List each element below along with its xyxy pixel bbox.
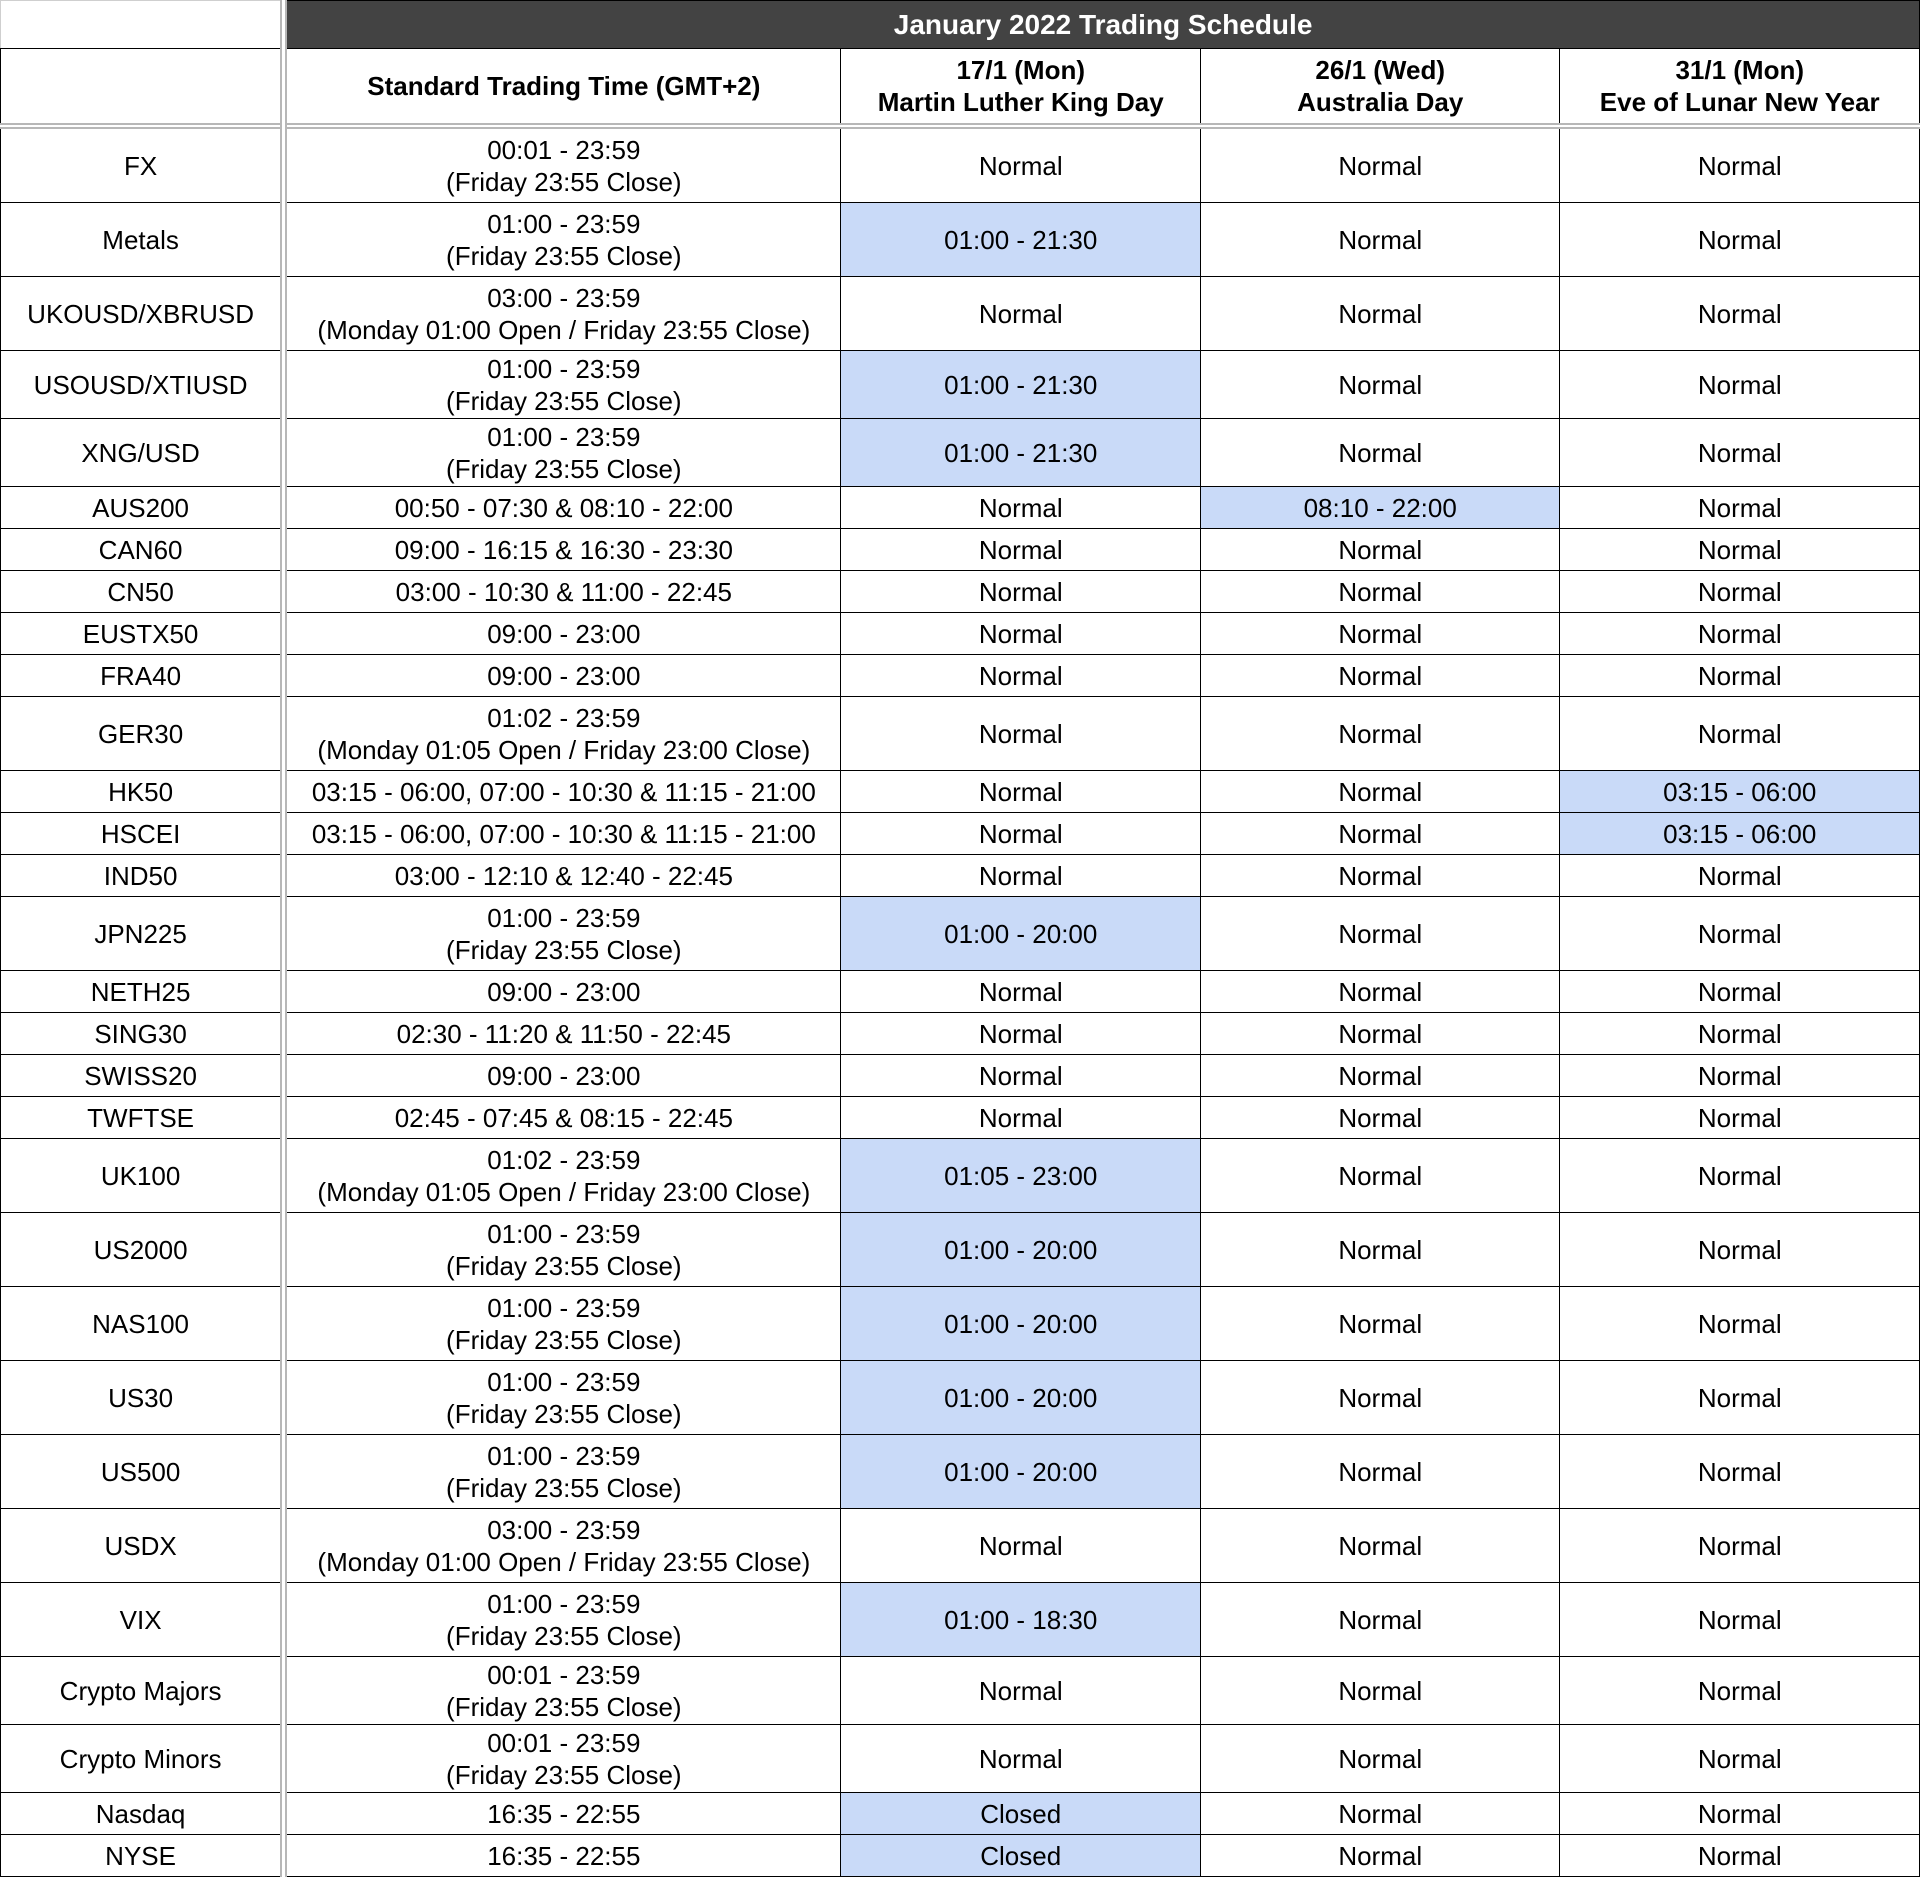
standard-time-note: (Friday 23:55 Close) <box>446 934 682 965</box>
instrument-cell: FX <box>1 126 284 203</box>
day3-status-cell: Normal <box>1560 1435 1920 1509</box>
day2-status-cell: Normal <box>1200 1139 1559 1213</box>
day1-status-cell: 01:00 - 20:00 <box>841 1361 1200 1435</box>
table-row <box>1 277 1920 351</box>
standard-time-line: 00:01 - 23:59 <box>487 1727 641 1758</box>
instrument-cell: CAN60 <box>1 529 284 571</box>
standard-time-note: (Friday 23:55 Close) <box>446 166 682 197</box>
instrument-cell: EUSTX50 <box>1 613 284 655</box>
instrument-cell: AUS200 <box>1 487 284 529</box>
day2-status-cell: Normal <box>1200 771 1559 813</box>
day3-status-cell: Normal <box>1560 855 1920 897</box>
day1-status-cell: 01:00 - 20:00 <box>841 897 1200 971</box>
day1-header <box>841 49 1200 127</box>
standard-time-cell <box>284 1835 841 1877</box>
table-row <box>1 1435 1920 1509</box>
standard-time-line: 02:30 - 11:20 & 11:50 - 22:45 <box>396 1018 732 1049</box>
standard-time-line: 01:02 - 23:59 <box>487 1144 641 1175</box>
day2-status-cell: Normal <box>1200 1055 1559 1097</box>
standard-time-note: (Friday 23:55 Close) <box>446 1324 682 1355</box>
standard-time-line: 00:01 - 23:59 <box>487 1659 641 1690</box>
day2-status-cell: Normal <box>1200 697 1559 771</box>
day1-status-cell: Normal <box>841 529 1200 571</box>
day3-status-cell: Normal <box>1560 487 1920 529</box>
day1-status-cell: 01:00 - 21:30 <box>841 203 1200 277</box>
day2-status-cell: Normal <box>1200 655 1559 697</box>
day3-status-cell: Normal <box>1560 277 1920 351</box>
day3-status-cell: Normal <box>1560 1055 1920 1097</box>
day2-status-cell: Normal <box>1200 529 1559 571</box>
instrument-cell: GER30 <box>1 697 284 771</box>
standard-time-line: 03:00 - 23:59 <box>487 1514 641 1545</box>
instrument-cell: SING30 <box>1 1013 284 1055</box>
standard-time-line: 09:00 - 23:00 <box>487 1060 641 1091</box>
instrument-cell: XNG/USD <box>1 419 284 487</box>
standard-time-cell <box>284 655 841 697</box>
standard-time-note: (Monday 01:00 Open / Friday 23:55 Close) <box>317 1546 811 1577</box>
day2-holiday: Australia Day <box>1297 87 1464 117</box>
day3-holiday: Eve of Lunar New Year <box>1599 87 1880 117</box>
standard-time-note: (Monday 01:00 Open / Friday 23:55 Close) <box>317 314 811 345</box>
standard-time-line: 03:00 - 23:59 <box>487 282 641 313</box>
day1-status-cell: Normal <box>841 813 1200 855</box>
standard-time-cell <box>284 419 841 487</box>
standard-time-line: 01:00 - 23:59 <box>487 1218 641 1249</box>
table-row <box>1 655 1920 697</box>
standard-time-cell <box>284 971 841 1013</box>
schedule-body <box>1 126 1920 1877</box>
instrument-cell: CN50 <box>1 571 284 613</box>
day2-header <box>1200 49 1559 127</box>
day2-status-cell: Normal <box>1200 855 1559 897</box>
day2-status-cell: Normal <box>1200 1097 1559 1139</box>
day2-status-cell: Normal <box>1200 613 1559 655</box>
table-title: January 2022 Trading Schedule <box>284 1 1920 49</box>
standard-time-cell <box>284 1013 841 1055</box>
day3-status-cell: Normal <box>1560 655 1920 697</box>
day1-status-cell: Normal <box>841 571 1200 613</box>
table-row <box>1 971 1920 1013</box>
day1-status-cell: Normal <box>841 971 1200 1013</box>
title-row <box>1 1 1920 49</box>
standard-time-line: 02:45 - 07:45 & 08:15 - 22:45 <box>394 1102 733 1133</box>
day1-status-cell: Normal <box>841 1013 1200 1055</box>
table-row <box>1 1509 1920 1583</box>
day1-status-cell: Normal <box>841 277 1200 351</box>
day2-status-cell: Normal <box>1200 203 1559 277</box>
standard-time-line: 03:15 - 06:00, 07:00 - 10:30 & 11:15 - 21:00 <box>311 776 816 807</box>
instrument-cell: HK50 <box>1 771 284 813</box>
instrument-cell: Nasdaq <box>1 1793 284 1835</box>
standard-time-note: (Friday 23:55 Close) <box>446 1691 682 1722</box>
day1-status-cell: Normal <box>841 1055 1200 1097</box>
instrument-cell: Crypto Minors <box>1 1725 284 1793</box>
day3-status-cell: Normal <box>1560 351 1920 419</box>
instrument-cell: Crypto Majors <box>1 1657 284 1725</box>
day3-status-cell: Normal <box>1560 1013 1920 1055</box>
instrument-cell: UK100 <box>1 1139 284 1213</box>
table-row <box>1 126 1920 203</box>
day2-status-cell: Normal <box>1200 571 1559 613</box>
standard-time-cell <box>284 1055 841 1097</box>
standard-time-line: 16:35 - 22:55 <box>487 1798 641 1829</box>
table-row <box>1 813 1920 855</box>
day1-status-cell: Closed <box>841 1793 1200 1835</box>
standard-time-note: (Friday 23:55 Close) <box>446 1398 682 1429</box>
table-row <box>1 1361 1920 1435</box>
day3-status-cell: Normal <box>1560 1139 1920 1213</box>
day2-status-cell: Normal <box>1200 1435 1559 1509</box>
day1-status-cell: 01:00 - 20:00 <box>841 1287 1200 1361</box>
standard-time-line: 03:00 - 10:30 & 11:00 - 22:45 <box>395 576 732 607</box>
instrument-cell: NYSE <box>1 1835 284 1877</box>
standard-time-note: (Friday 23:55 Close) <box>446 385 682 416</box>
standard-time-line: 00:01 - 23:59 <box>487 134 641 165</box>
day2-status-cell: Normal <box>1200 813 1559 855</box>
day1-status-cell: 01:00 - 20:00 <box>841 1435 1200 1509</box>
table-row <box>1 1097 1920 1139</box>
day2-status-cell: Normal <box>1200 1509 1559 1583</box>
standard-time-note: (Friday 23:55 Close) <box>446 1620 682 1651</box>
instrument-cell: US30 <box>1 1361 284 1435</box>
day3-status-cell: Normal <box>1560 1583 1920 1657</box>
table-row <box>1 1657 1920 1725</box>
standard-time-note: (Monday 01:05 Open / Friday 23:00 Close) <box>317 1176 811 1207</box>
day1-status-cell: Normal <box>841 697 1200 771</box>
standard-time-line: 01:00 - 23:59 <box>487 1588 641 1619</box>
day1-status-cell: 01:00 - 21:30 <box>841 419 1200 487</box>
standard-time-cell <box>284 1793 841 1835</box>
standard-time-note: (Monday 01:05 Open / Friday 23:00 Close) <box>317 734 811 765</box>
standard-time-cell <box>284 277 841 351</box>
standard-time-line: 16:35 - 22:55 <box>487 1840 641 1871</box>
day3-status-cell: Normal <box>1560 1287 1920 1361</box>
day3-header <box>1560 49 1920 127</box>
standard-time-header: Standard Trading Time (GMT+2) <box>284 49 841 127</box>
day2-date: 26/1 (Wed) <box>1315 55 1445 85</box>
day1-status-cell: 01:00 - 18:30 <box>841 1583 1200 1657</box>
table-row <box>1 419 1920 487</box>
table-row <box>1 487 1920 529</box>
table-row <box>1 1213 1920 1287</box>
day2-status-cell: Normal <box>1200 419 1559 487</box>
day3-status-cell: Normal <box>1560 419 1920 487</box>
table-row <box>1 613 1920 655</box>
day2-status-cell: Normal <box>1200 1013 1559 1055</box>
instrument-cell: UKOUSD/XBRUSD <box>1 277 284 351</box>
standard-time-line: 01:00 - 23:59 <box>487 1292 641 1323</box>
day2-status-cell: Normal <box>1200 1213 1559 1287</box>
day2-status-cell: Normal <box>1200 1583 1559 1657</box>
standard-time-line: 01:02 - 23:59 <box>487 702 641 733</box>
table-row <box>1 1139 1920 1213</box>
instrument-cell: USDX <box>1 1509 284 1583</box>
table-row <box>1 855 1920 897</box>
day2-status-cell: Normal <box>1200 126 1559 203</box>
day2-status-cell: Normal <box>1200 1287 1559 1361</box>
instrument-cell: NAS100 <box>1 1287 284 1361</box>
day3-status-cell: 03:15 - 06:00 <box>1560 813 1920 855</box>
standard-time-cell <box>284 529 841 571</box>
instrument-cell: Metals <box>1 203 284 277</box>
standard-time-cell <box>284 1213 841 1287</box>
standard-time-cell <box>284 1287 841 1361</box>
day3-status-cell: Normal <box>1560 1657 1920 1725</box>
table-row <box>1 351 1920 419</box>
day1-date: 17/1 (Mon) <box>956 55 1086 85</box>
day1-status-cell: Normal <box>841 1725 1200 1793</box>
day2-status-cell: Normal <box>1200 971 1559 1013</box>
day2-status-cell: Normal <box>1200 1725 1559 1793</box>
day2-status-cell: Normal <box>1200 1793 1559 1835</box>
day1-holiday: Martin Luther King Day <box>877 87 1164 117</box>
standard-time-line: 01:00 - 23:59 <box>487 902 641 933</box>
day1-status-cell: Normal <box>841 613 1200 655</box>
standard-time-cell <box>284 1139 841 1213</box>
day1-status-cell: Normal <box>841 855 1200 897</box>
table-row <box>1 897 1920 971</box>
day1-status-cell: Normal <box>841 1657 1200 1725</box>
day1-status-cell: 01:05 - 23:00 <box>841 1139 1200 1213</box>
day3-status-cell: Normal <box>1560 1725 1920 1793</box>
standard-time-cell <box>284 1361 841 1435</box>
standard-time-line: 09:00 - 23:00 <box>487 660 641 691</box>
day3-status-cell: Normal <box>1560 1213 1920 1287</box>
instrument-cell: NETH25 <box>1 971 284 1013</box>
table-row <box>1 771 1920 813</box>
standard-time-line: 09:00 - 16:15 & 16:30 - 23:30 <box>394 534 733 565</box>
standard-time-cell <box>284 813 841 855</box>
table-row <box>1 529 1920 571</box>
standard-time-cell <box>284 855 841 897</box>
standard-time-cell <box>284 697 841 771</box>
standard-time-line: 00:50 - 07:30 & 08:10 - 22:00 <box>394 492 733 523</box>
standard-time-line: 09:00 - 23:00 <box>487 618 641 649</box>
standard-time-cell <box>284 1509 841 1583</box>
day1-status-cell: 01:00 - 21:30 <box>841 351 1200 419</box>
day2-status-cell: Normal <box>1200 1361 1559 1435</box>
standard-time-cell <box>284 487 841 529</box>
day3-status-cell: Normal <box>1560 897 1920 971</box>
day3-status-cell: Normal <box>1560 1509 1920 1583</box>
table-row <box>1 1287 1920 1361</box>
day1-status-cell: Normal <box>841 655 1200 697</box>
standard-time-cell <box>284 1583 841 1657</box>
instrument-cell: HSCEI <box>1 813 284 855</box>
instrument-cell: US500 <box>1 1435 284 1509</box>
standard-time-note: (Friday 23:55 Close) <box>446 1250 682 1281</box>
day2-status-cell: Normal <box>1200 277 1559 351</box>
standard-time-line: 03:00 - 12:10 & 12:40 - 22:45 <box>394 860 733 891</box>
day2-status-cell: 08:10 - 22:00 <box>1200 487 1559 529</box>
standard-time-line: 03:15 - 06:00, 07:00 - 10:30 & 11:15 - 21:00 <box>311 818 816 849</box>
instrument-cell: USOUSD/XTIUSD <box>1 351 284 419</box>
table-row <box>1 1055 1920 1097</box>
standard-time-line: 01:00 - 23:59 <box>487 1366 641 1397</box>
day1-status-cell: Normal <box>841 487 1200 529</box>
day1-status-cell: Normal <box>841 1097 1200 1139</box>
day3-status-cell: Normal <box>1560 1835 1920 1877</box>
table-row <box>1 1725 1920 1793</box>
day3-status-cell: Normal <box>1560 971 1920 1013</box>
standard-time-cell <box>284 203 841 277</box>
standard-time-cell <box>284 1725 841 1793</box>
standard-time-cell <box>284 351 841 419</box>
standard-time-line: 01:00 - 23:59 <box>487 421 641 452</box>
standard-time-cell <box>284 126 841 203</box>
day3-date: 31/1 (Mon) <box>1675 55 1805 85</box>
table-row <box>1 1583 1920 1657</box>
day3-status-cell: Normal <box>1560 1793 1920 1835</box>
table-row <box>1 571 1920 613</box>
instrument-header <box>1 49 284 127</box>
standard-time-line: 09:00 - 23:00 <box>487 976 641 1007</box>
instrument-cell: FRA40 <box>1 655 284 697</box>
corner-cell <box>1 1 284 49</box>
instrument-cell: VIX <box>1 1583 284 1657</box>
standard-time-note: (Friday 23:55 Close) <box>446 1472 682 1503</box>
standard-time-note: (Friday 23:55 Close) <box>446 453 682 484</box>
day3-status-cell: Normal <box>1560 126 1920 203</box>
day1-status-cell: Normal <box>841 771 1200 813</box>
day1-status-cell: Normal <box>841 126 1200 203</box>
table-row <box>1 697 1920 771</box>
day3-status-cell: Normal <box>1560 203 1920 277</box>
day3-status-cell: Normal <box>1560 1097 1920 1139</box>
table-row <box>1 1835 1920 1877</box>
instrument-cell: IND50 <box>1 855 284 897</box>
day3-status-cell: Normal <box>1560 529 1920 571</box>
day3-status-cell: 03:15 - 06:00 <box>1560 771 1920 813</box>
standard-time-cell <box>284 897 841 971</box>
day3-status-cell: Normal <box>1560 571 1920 613</box>
standard-time-line: 01:00 - 23:59 <box>487 1440 641 1471</box>
instrument-cell: SWISS20 <box>1 1055 284 1097</box>
table-row <box>1 203 1920 277</box>
day2-status-cell: Normal <box>1200 1657 1559 1725</box>
standard-time-line: 01:00 - 23:59 <box>487 353 641 384</box>
standard-time-cell <box>284 613 841 655</box>
day2-status-cell: Normal <box>1200 351 1559 419</box>
standard-time-line: 01:00 - 23:59 <box>487 208 641 239</box>
standard-time-cell <box>284 1657 841 1725</box>
standard-time-note: (Friday 23:55 Close) <box>446 1759 682 1790</box>
day1-status-cell: 01:00 - 20:00 <box>841 1213 1200 1287</box>
day2-status-cell: Normal <box>1200 897 1559 971</box>
day3-status-cell: Normal <box>1560 697 1920 771</box>
instrument-cell: TWFTSE <box>1 1097 284 1139</box>
instrument-cell: US2000 <box>1 1213 284 1287</box>
day1-status-cell: Normal <box>841 1509 1200 1583</box>
standard-time-cell <box>284 1435 841 1509</box>
standard-time-note: (Friday 23:55 Close) <box>446 240 682 271</box>
instrument-cell: JPN225 <box>1 897 284 971</box>
day3-status-cell: Normal <box>1560 613 1920 655</box>
table-row <box>1 1013 1920 1055</box>
header-row <box>1 49 1920 127</box>
table-row <box>1 1793 1920 1835</box>
day1-status-cell: Closed <box>841 1835 1200 1877</box>
standard-time-cell <box>284 1097 841 1139</box>
day3-status-cell: Normal <box>1560 1361 1920 1435</box>
standard-time-cell <box>284 571 841 613</box>
day2-status-cell: Normal <box>1200 1835 1559 1877</box>
standard-time-cell <box>284 771 841 813</box>
